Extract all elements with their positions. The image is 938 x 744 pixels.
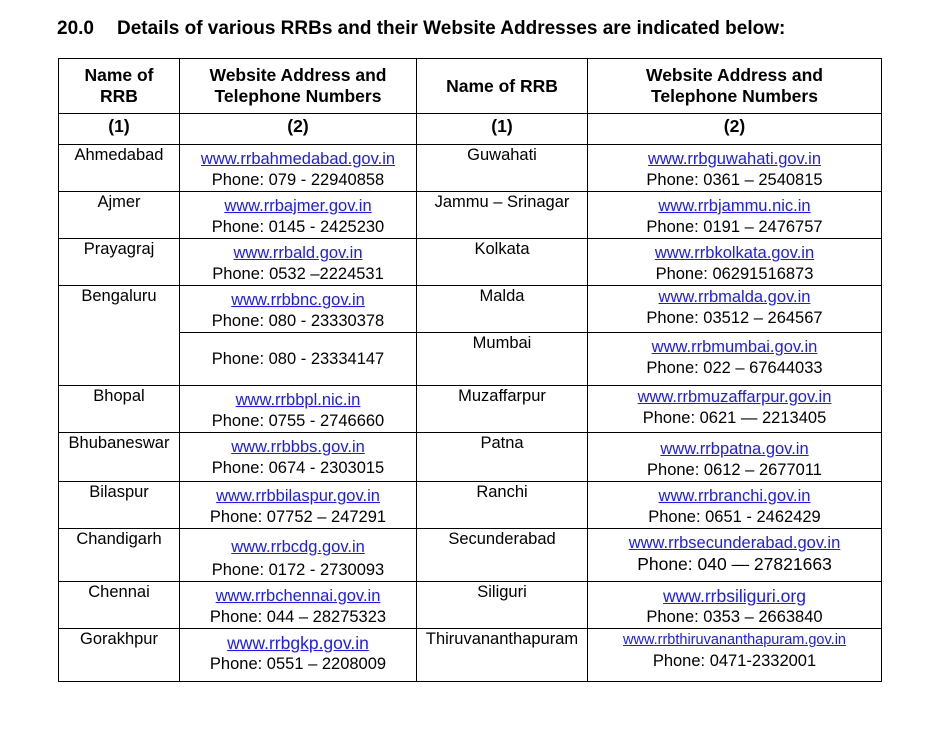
website-link[interactable]: www.rrbahmedabad.gov.in bbox=[200, 150, 396, 168]
rrb-name: Bhubaneswar bbox=[59, 433, 180, 482]
phone-number: Phone: 0612 – 2677011 bbox=[647, 461, 822, 479]
section-heading bbox=[57, 18, 785, 40]
contact-cell bbox=[588, 286, 882, 333]
website-link[interactable]: www.rrbkolkata.gov.in bbox=[654, 244, 815, 262]
contact-cell bbox=[180, 529, 417, 582]
contact-cell bbox=[588, 433, 882, 482]
website-link[interactable]: www.rrbsiliguri.org bbox=[663, 586, 806, 606]
rrb-table bbox=[58, 58, 882, 682]
website-link[interactable]: www.rrbsecunderabad.gov.in bbox=[628, 534, 841, 552]
contact-cell bbox=[180, 386, 417, 433]
phone-number: Phone: 0172 - 2730093 bbox=[211, 561, 385, 579]
phone-number: Phone: 0191 – 2476757 bbox=[646, 218, 823, 236]
table-row bbox=[59, 433, 882, 482]
phone-number: Phone: 0532 –2224531 bbox=[212, 265, 384, 283]
phone-number: Phone: 044 – 28275323 bbox=[209, 608, 387, 626]
table-row bbox=[59, 582, 882, 629]
website-link[interactable]: www.rrbranchi.gov.in bbox=[658, 487, 811, 505]
phone-number: Phone: 0674 - 2303015 bbox=[211, 459, 385, 477]
contact-cell bbox=[180, 192, 417, 239]
table-row bbox=[59, 529, 882, 582]
rrb-name: Thiruvananthapuram bbox=[417, 629, 588, 682]
phone-number: Phone: 0621 — 2213405 bbox=[642, 409, 827, 427]
phone-number: Phone: 0471-2332001 bbox=[652, 652, 817, 670]
contact-cell bbox=[180, 239, 417, 286]
website-link[interactable]: www.rrbcdg.gov.in bbox=[231, 538, 365, 556]
contact-cell bbox=[180, 145, 417, 192]
rrb-name: Chennai bbox=[59, 582, 180, 629]
table-row bbox=[59, 286, 882, 333]
rrb-name: Jammu – Srinagar bbox=[417, 192, 588, 239]
rrb-name: Kolkata bbox=[417, 239, 588, 286]
phone-number: Phone: 079 - 22940858 bbox=[211, 171, 385, 189]
header-name-of-rrb: Name of RRB bbox=[59, 59, 180, 114]
rrb-name: Secunderabad bbox=[417, 529, 588, 582]
rrb-name: Bengaluru bbox=[59, 286, 180, 386]
website-link[interactable]: www.rrbmumbai.gov.in bbox=[651, 338, 818, 356]
contact-cell bbox=[588, 482, 882, 529]
table-row bbox=[59, 239, 882, 286]
subheader-2: (2) bbox=[180, 114, 417, 145]
table-row bbox=[59, 145, 882, 192]
rrb-name: Siliguri bbox=[417, 582, 588, 629]
table-row bbox=[59, 192, 882, 239]
contact-cell bbox=[588, 333, 882, 386]
subheader-1: (1) bbox=[59, 114, 180, 145]
rrb-name: Bhopal bbox=[59, 386, 180, 433]
rrb-name: Prayagraj bbox=[59, 239, 180, 286]
phone-number: Phone: 03512 – 264567 bbox=[646, 309, 823, 327]
subheader-4: (2) bbox=[588, 114, 882, 145]
header-row bbox=[59, 59, 882, 114]
rrb-name: Mumbai bbox=[417, 333, 588, 386]
rrb-name: Bilaspur bbox=[59, 482, 180, 529]
contact-cell bbox=[180, 433, 417, 482]
header-name-of-rrb-2: Name of RRB bbox=[417, 59, 588, 114]
contact-cell bbox=[588, 629, 882, 682]
rrb-name: Patna bbox=[417, 433, 588, 482]
website-link[interactable]: www.rrbjammu.nic.in bbox=[658, 197, 811, 215]
website-link[interactable]: www.rrbgkp.gov.in bbox=[227, 633, 369, 653]
section-number: 20.0 bbox=[57, 18, 94, 39]
phone-number: Phone: 0361 – 2540815 bbox=[646, 171, 823, 189]
website-link[interactable]: www.rrbchennai.gov.in bbox=[215, 587, 381, 605]
subheader-row bbox=[59, 114, 882, 145]
rrb-name: Gorakhpur bbox=[59, 629, 180, 682]
contact-cell bbox=[588, 386, 882, 433]
subheader-3: (1) bbox=[417, 114, 588, 145]
phone-number: Phone: 0551 – 2208009 bbox=[209, 655, 387, 673]
phone-number: Phone: 0755 - 2746660 bbox=[211, 412, 385, 430]
contact-cell bbox=[180, 286, 417, 333]
rrb-name: Ahmedabad bbox=[59, 145, 180, 192]
table-row bbox=[59, 333, 882, 386]
contact-cell bbox=[588, 145, 882, 192]
contact-cell bbox=[180, 582, 417, 629]
website-link[interactable]: www.rrbpatna.gov.in bbox=[660, 440, 809, 458]
contact-cell bbox=[180, 333, 417, 386]
website-link[interactable]: www.rrbbbs.gov.in bbox=[231, 438, 365, 456]
section-title: Details of various RRBs and their Website Addresses are indicated below: bbox=[117, 18, 786, 39]
rrb-name: Malda bbox=[417, 286, 588, 333]
phone-number: Phone: 0145 - 2425230 bbox=[211, 218, 385, 236]
website-link[interactable]: www.rrbmuzaffarpur.gov.in bbox=[637, 388, 832, 406]
phone-number: Phone: 022 – 67644033 bbox=[646, 359, 823, 377]
phone-number: Phone: 0353 – 2663840 bbox=[646, 608, 823, 626]
website-link[interactable]: www.rrbbilaspur.gov.in bbox=[216, 487, 380, 505]
table-row bbox=[59, 386, 882, 433]
contact-cell bbox=[588, 239, 882, 286]
phone-number: Phone: 0651 - 2462429 bbox=[648, 508, 821, 526]
website-link[interactable]: www.rrbthiruvananthapuram.gov.in bbox=[623, 632, 846, 648]
website-link[interactable]: www.rrbmalda.gov.in bbox=[658, 288, 811, 306]
rrb-name: Ajmer bbox=[59, 192, 180, 239]
header-website-address-2: Website Address and Telephone Numbers bbox=[588, 59, 882, 114]
contact-cell bbox=[588, 529, 882, 582]
contact-cell bbox=[588, 192, 882, 239]
contact-cell bbox=[180, 629, 417, 682]
rrb-name: Muzaffarpur bbox=[417, 386, 588, 433]
rrb-name: Ranchi bbox=[417, 482, 588, 529]
website-link[interactable]: www.rrbguwahati.gov.in bbox=[647, 150, 822, 168]
phone-number: Phone: 040 — 27821663 bbox=[637, 554, 832, 574]
table-row bbox=[59, 629, 882, 682]
header-website-address: Website Address and Telephone Numbers bbox=[180, 59, 417, 114]
phone-number: Phone: 07752 – 247291 bbox=[209, 508, 387, 526]
website-link[interactable]: www.rrbajmer.gov.in bbox=[224, 197, 372, 215]
contact-cell bbox=[588, 582, 882, 629]
phone-number: Phone: 080 - 23330378 bbox=[211, 312, 385, 330]
phone-number: Phone: 080 - 23334147 bbox=[211, 349, 385, 368]
table-row bbox=[59, 482, 882, 529]
website-link[interactable]: www.rrbald.gov.in bbox=[233, 244, 363, 262]
website-link[interactable]: www.rrbbnc.gov.in bbox=[231, 291, 365, 309]
rrb-name: Guwahati bbox=[417, 145, 588, 192]
contact-cell bbox=[180, 482, 417, 529]
rrb-name: Chandigarh bbox=[59, 529, 180, 582]
website-link[interactable]: www.rrbbpl.nic.in bbox=[235, 391, 361, 409]
phone-number: Phone: 06291516873 bbox=[655, 265, 814, 283]
